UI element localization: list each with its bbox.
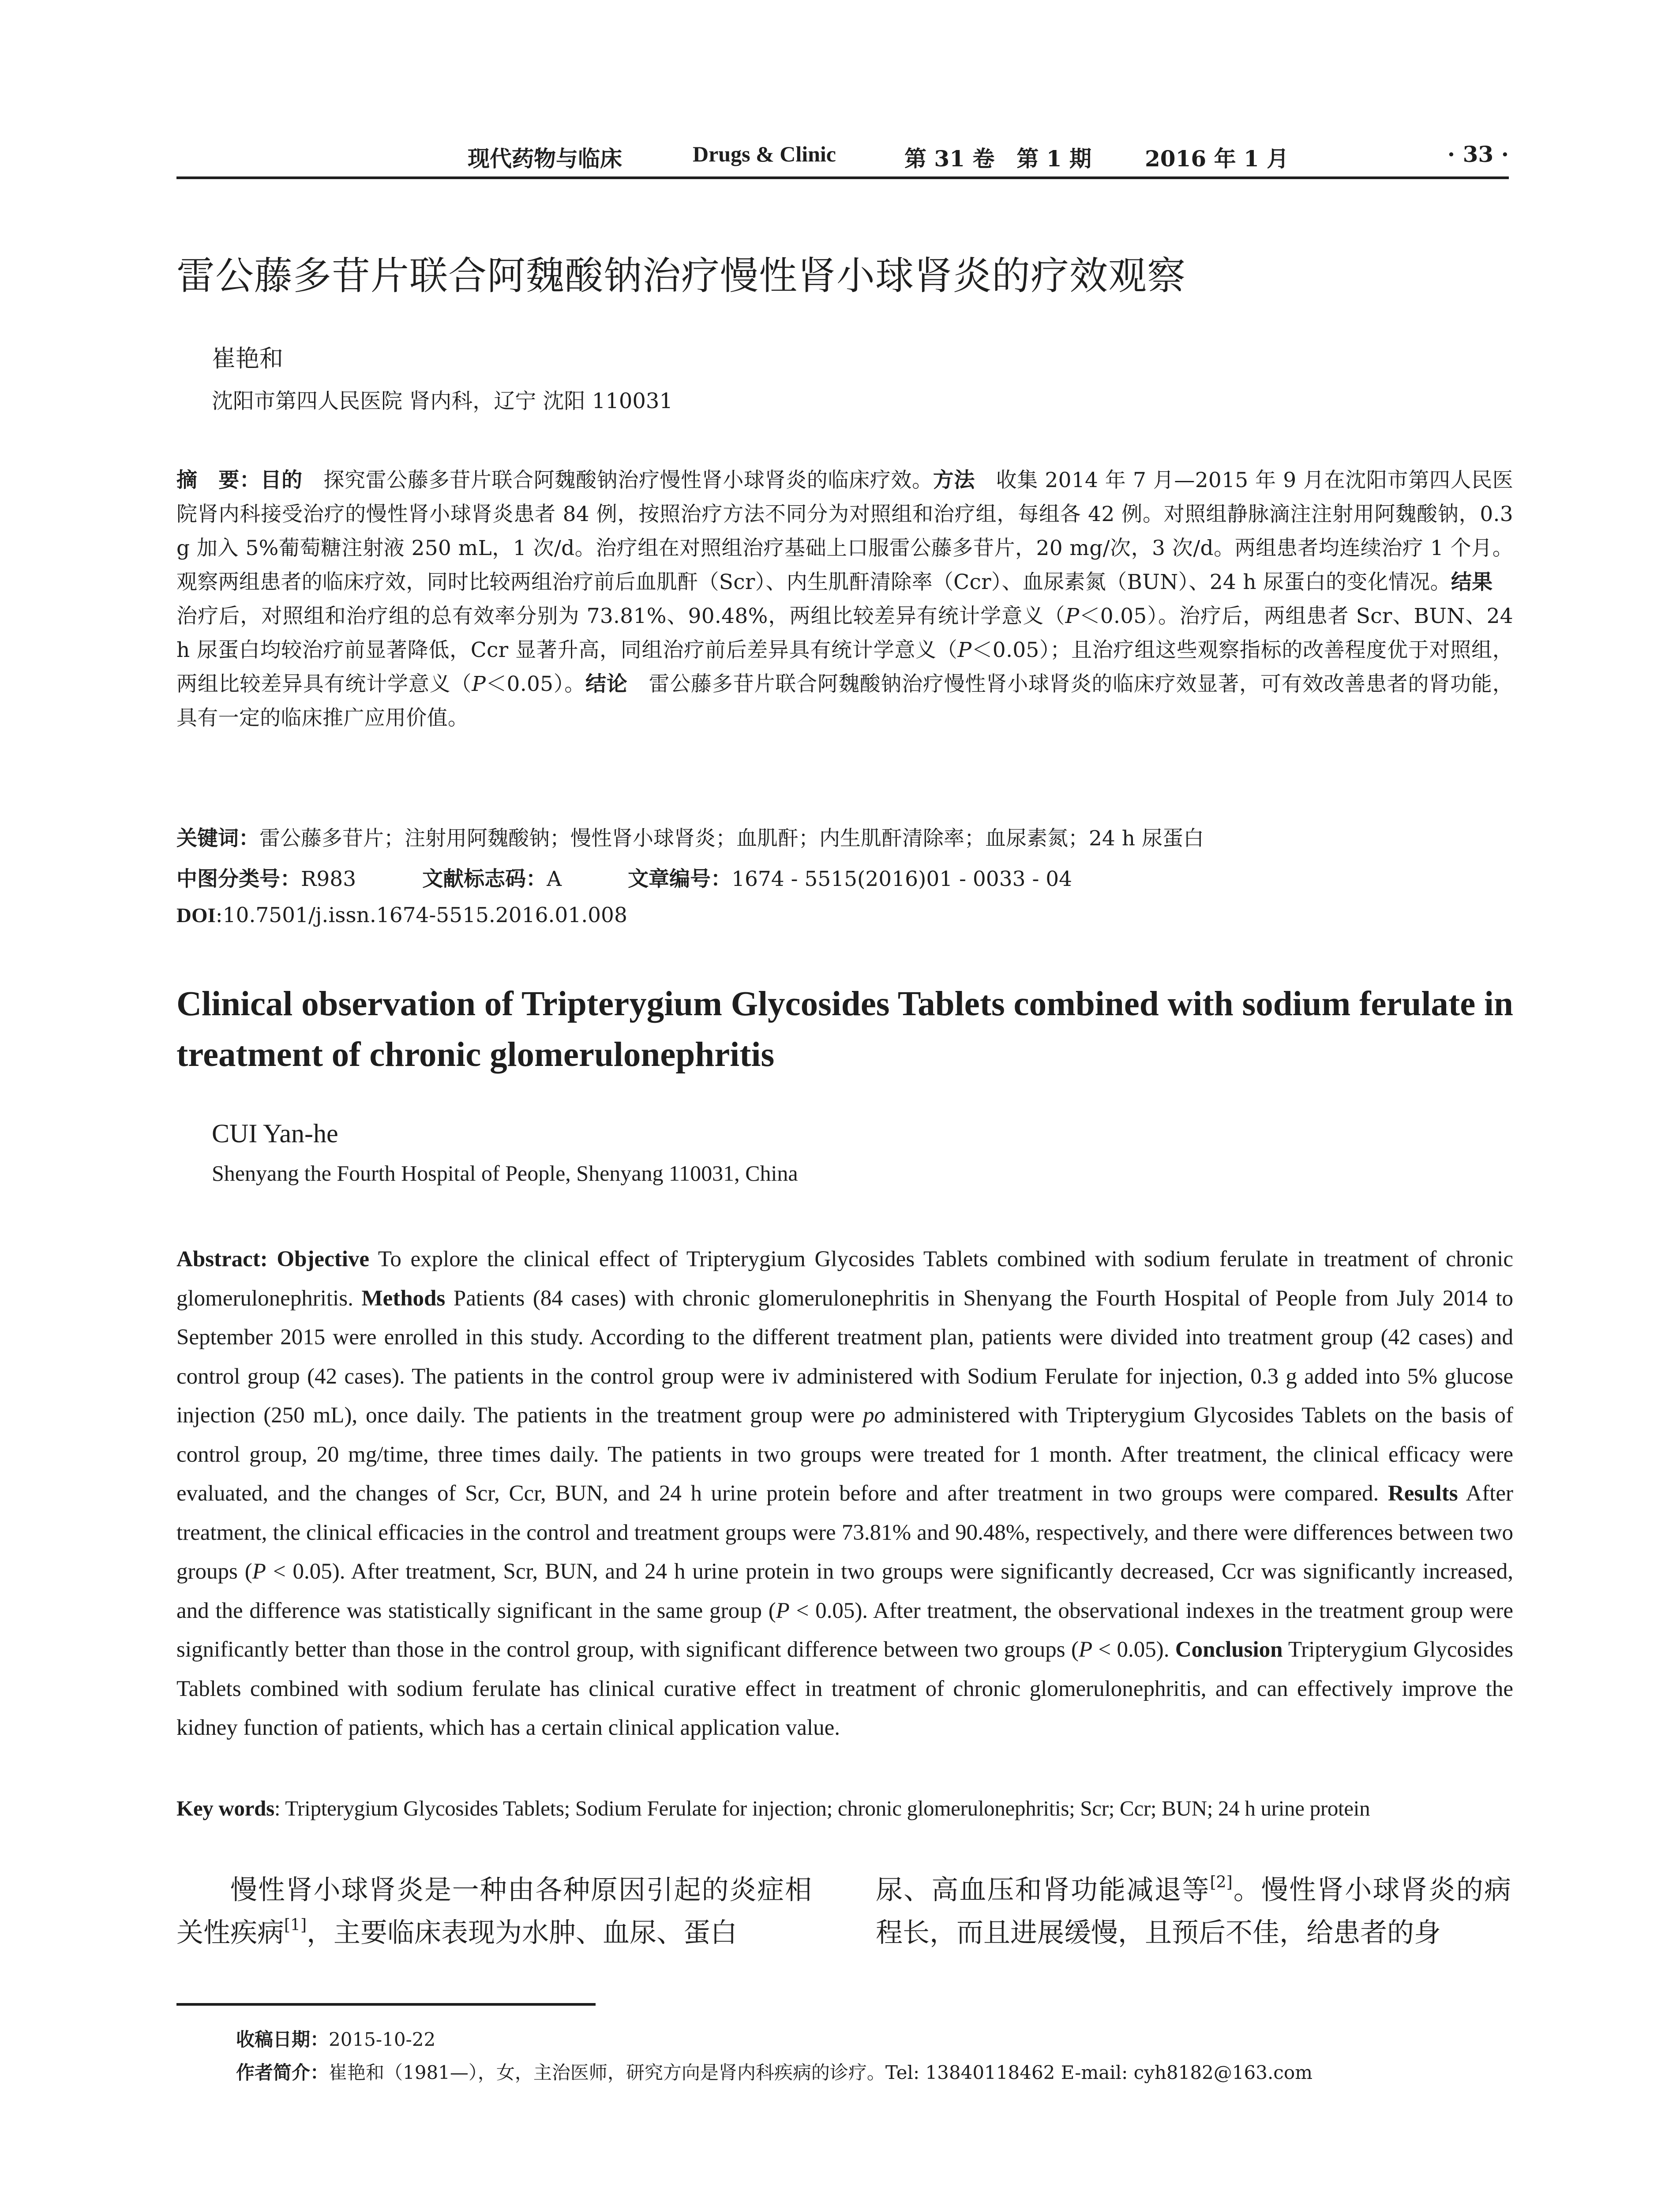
methods-text-en: administered with Tripterygium Glycosides Tablets on the basis of control group, 20 mg/time, three times daily. The patients in two groups were treated for 1 month. After treatment, the clinical efficacy were evaluated, and the changes of Scr, Ccr, BUN, and 24 h urine protein before and after treatment in two groups were compared. — [176, 1403, 1513, 1506]
affiliation-en: Shenyang the Fourth Hospital of People, Shenyang 110031, China — [212, 1161, 798, 1186]
results-text-cn: ＜0.05）。 — [486, 672, 586, 696]
results-text-cn: 治疗后，对照组和治疗组的总有效率分别为 73.81%、90.48%，两组比较差异有统计学意义（ — [176, 570, 1514, 628]
affiliation-cn: 沈阳市第四人民医院 肾内科，辽宁 沈阳 110031 — [212, 389, 673, 413]
body-text: ，主要临床表现为水肿、血尿、蛋白 — [307, 1917, 738, 1948]
objective-label-cn: 目的 — [260, 468, 303, 492]
p-symbol: P — [957, 638, 972, 662]
footnote-received — [236, 2025, 435, 2052]
issue-number: 第 31 卷 第 1 期 — [904, 146, 1091, 172]
keywords-label-cn: 关键词： — [176, 826, 259, 851]
abstract-label-cn: 摘 要： — [176, 468, 261, 492]
article-number-value: 1674 - 5515(2016)01 - 0033 - 04 — [731, 867, 1072, 891]
received-label: 收稿日期： — [236, 2029, 329, 2050]
results-text-en: After treatment, the clinical efficacies in the control and treatment groups were 73.81% and 90.48%, respectively, and there were differences between two groups ( — [176, 1481, 1513, 1584]
header-rule — [176, 176, 1509, 179]
doc-code-label: 文献标志码： — [422, 867, 547, 891]
results-label-cn: 结果 — [1451, 570, 1493, 594]
p-symbol: P — [1065, 604, 1080, 628]
author-en: CUI Yan-he — [212, 1119, 338, 1148]
journal-name-en: Drugs & Clinic — [693, 142, 836, 166]
conclusion-label-en: Conclusion — [1175, 1637, 1283, 1662]
citation-ref-2[interactable]: [2] — [1210, 1873, 1233, 1891]
citation-ref-1[interactable]: [1] — [284, 1916, 307, 1934]
running-header — [176, 141, 1509, 176]
page-number: · 33 · — [1447, 141, 1509, 167]
p-symbol: P — [252, 1559, 266, 1584]
keywords-text-en: : Tripterygium Glycosides Tablets; Sodium Ferulate for injection; chronic glomerulonephritis; Scr; Ccr; BUN; 24 h urine protein — [274, 1796, 1370, 1820]
p-symbol: P — [472, 672, 486, 696]
received-date: 2015-10-22 — [329, 2029, 436, 2050]
conclusion-label-cn: 结论 — [585, 672, 628, 696]
methods-label-en: Methods — [361, 1286, 446, 1311]
class-label: 中图分类号： — [176, 867, 301, 891]
results-text-cn: ＜0.05）；且治疗组这些观察指标的改善程度优于对照组，两组比较差异具有统计学意义（ — [176, 638, 1513, 696]
conclusion-text-en: Tripterygium Glycosides Tablets combined with sodium ferulate has clinical curative effect in treatment of chronic glomerulonephritis, and can effectively improve the kidney function of patients, which has a certain clinical application value. — [176, 1637, 1514, 1740]
footnote-rule — [176, 2003, 596, 2006]
p-symbol: P — [776, 1598, 790, 1623]
methods-label-cn: 方法 — [933, 468, 975, 492]
results-label-en: Results — [1388, 1481, 1458, 1506]
doi-value: :10.7501/j.issn.1674-5515.2016.01.008 — [215, 903, 627, 927]
abstract-en — [176, 1240, 1513, 1748]
po-abbrev: po — [862, 1403, 885, 1428]
bio-label: 作者简介： — [236, 2062, 329, 2083]
results-text-en: < 0.05). After treatment, Scr, BUN, and 24 h urine protein in two groups were significantly decreased, Ccr was significantly increased, and the difference was statistically significant in the same group ( — [176, 1559, 1513, 1623]
article-number-label: 文章编号： — [628, 867, 732, 891]
results-text-en: < 0.05). After treatment, the observational indexes in the treatment group were significantly better than those in the control group, with significant difference between two groups ( — [176, 1598, 1513, 1662]
methods-text-en: Patients (84 cases) with chronic glomerulonephritis in Shenyang the Fourth Hospital of People from July 2014 to September 2015 were enrolled in this study. According to the different treatment plan, patients were divided into treatment group (42 cases) and control group (42 cases). The patients in the control group were iv administered with Sodium Ferulate for injection, 0.3 g added into 5% glucose injection (250 mL), once daily. The patients in the treatment group were — [176, 1286, 1513, 1428]
class-value: R983 — [301, 867, 356, 891]
keywords-text-cn: 雷公藤多苷片；注射用阿魏酸钠；慢性肾小球肾炎；血肌酐；内生肌酐清除率；血尿素氮；24 h 尿蛋白 — [259, 826, 1204, 851]
bio-text: 崔艳和（1981—），女，主治医师，研究方向是肾内科疾病的诊疗。Tel: 13840118462 E-mail: cyh8182@163.com — [329, 2062, 1312, 2083]
footnote-author-bio — [236, 2058, 1312, 2085]
doi-label: DOI — [176, 904, 216, 927]
doi-line — [176, 903, 1513, 927]
classification-line — [176, 863, 1513, 892]
title-en: Clinical observation of Tripterygium Glycosides Tablets combined with sodium ferulate in treatment of chronic glomerulonephritis — [176, 985, 1513, 1074]
methods-text-cn: 收集 2014 年 7 月—2015 年 9 月在沈阳市第四人民医院肾内科接受治疗的慢性肾小球肾炎患者 84 例，按照治疗方法不同分为对照组和治疗组，每组各 42 例。对照组静脉滴注注射用阿魏酸钠，0.3 g 加入 5%葡萄糖注射液 250 mL，1 次/d。治疗组在对照组治疗基础上口服雷公藤多苷片，20 mg/次，3 次/d。两组患者均连续治疗 1 个月。观察两组患者的临床疗效，同时比较两组治疗前后血肌酐（Scr）、内生肌酐清除率（Ccr）、血尿素氮（BUN）、24 h 尿蛋白的变化情况。 — [176, 468, 1514, 594]
keywords-en — [176, 1796, 1518, 1821]
abstract-cn — [176, 463, 1513, 735]
issue-date: 2016 年 1 月 — [1145, 146, 1289, 172]
journal-name-cn: 现代药物与临床 — [468, 146, 622, 172]
body-text: 。慢性肾小球肾炎的病程长，而且进展缓慢，且预后不佳，给患者的身 — [876, 1874, 1511, 1948]
p-symbol: P — [1078, 1637, 1093, 1662]
body-text: 尿、高血压和肾功能减退等 — [876, 1874, 1210, 1906]
results-text-en: < 0.05). — [1092, 1637, 1175, 1662]
abstract-label-en: Abstract: Objective — [176, 1247, 369, 1272]
keywords-cn — [176, 822, 1513, 852]
results-text-cn: ＜0.05）。治疗后，两组患者 Scr、BUN、24 h 尿蛋白均较治疗前显著降低，Ccr 显著升高，同组治疗前后差异具有统计学意义（ — [176, 604, 1513, 662]
body-column-right — [876, 1868, 1511, 1954]
objective-text-cn: 探究雷公藤多苷片联合阿魏酸钠治疗慢性肾小球肾炎的临床疗效。 — [302, 468, 933, 492]
body-column-left — [176, 1868, 812, 1954]
doc-code-value: A — [547, 867, 562, 891]
conclusion-text-cn: 雷公藤多苷片联合阿魏酸钠治疗慢性肾小球肾炎的临床疗效显著，可有效改善患者的肾功能，具有一定的临床推广应用价值。 — [176, 672, 1514, 730]
body-text: 慢性肾小球肾炎是一种由各种原因引起的炎症相关性疾病 — [176, 1874, 812, 1948]
author-cn: 崔艳和 — [212, 345, 283, 372]
title-cn: 雷公藤多苷片联合阿魏酸钠治疗慢性肾小球肾炎的疗效观察 — [176, 253, 1186, 298]
keywords-label-en: Key words — [176, 1796, 274, 1820]
objective-text-en: To explore the clinical effect of Tripterygium Glycosides Tablets combined with sodium ferulate in treatment of chronic glomerulonephritis. — [176, 1247, 1513, 1311]
